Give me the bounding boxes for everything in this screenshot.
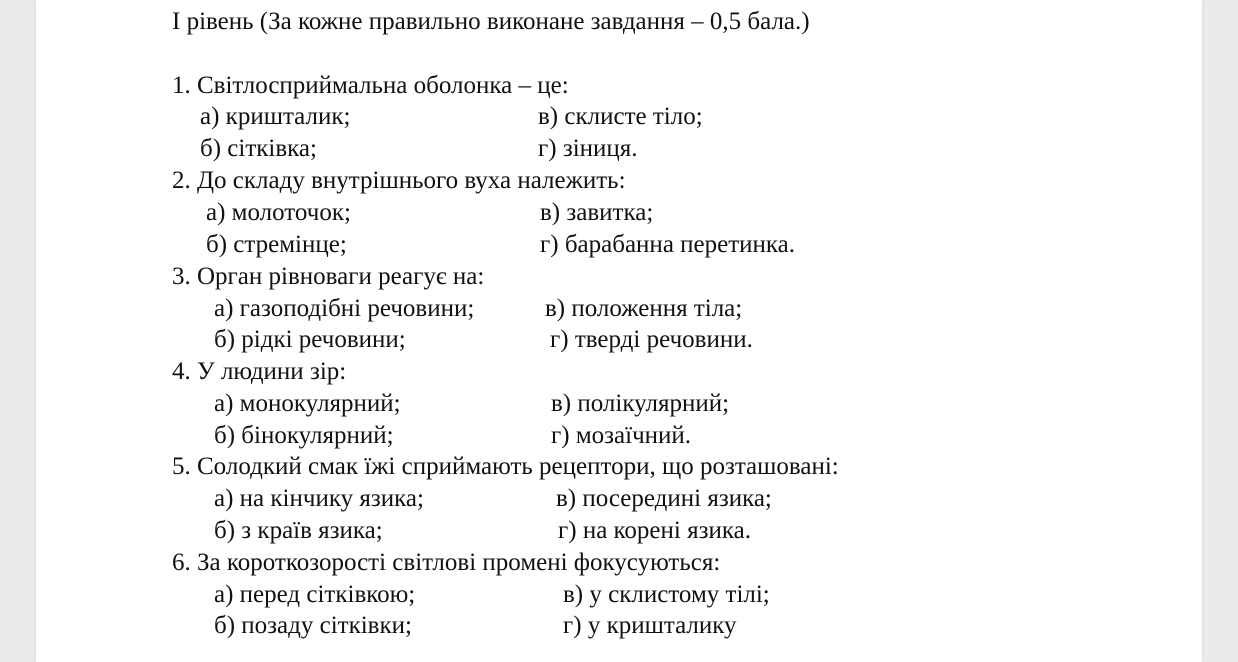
question-5-option-v: в) посередині язика; [556, 485, 772, 512]
question-6-option-v: в) у склистому тілі; [563, 581, 770, 608]
question-3-option-g: г) тверді речовини. [550, 326, 753, 353]
question-6-option-g: г) у кришталику [563, 612, 737, 639]
question-2-option-v: в) завитка; [540, 199, 654, 226]
question-1-option-a: а) кришталик; [200, 103, 351, 130]
question-5-option-b: б) з країв язика; [214, 517, 383, 544]
question-4-option-g: г) мозаїчний. [551, 422, 692, 449]
question-6-option-b: б) позаду сітківки; [214, 612, 412, 639]
question-3-option-b: б) рідкі речовини; [214, 326, 406, 353]
question-1-option-g: г) зіниця. [538, 135, 638, 162]
question-1-prompt: 1. Світлосприймальна оболонка – це: [172, 72, 569, 99]
question-5-option-a: а) на кінчику язика; [214, 485, 424, 512]
question-4-option-v: в) полікулярний; [551, 390, 730, 417]
question-2-option-g: г) барабанна перетинка. [540, 231, 796, 258]
question-4-option-a: а) монокулярний; [214, 390, 401, 417]
question-6-prompt: 6. За короткозорості світлові промені фокусуються: [172, 549, 721, 576]
question-3-option-a: а) газоподібні речовини; [214, 295, 475, 322]
question-1-option-v: в) склисте тіло; [538, 103, 703, 130]
question-3-option-v: в) положення тіла; [545, 295, 743, 322]
question-2-prompt: 2. До складу внутрішнього вуха належить: [172, 167, 626, 194]
question-2-option-b: б) стремінце; [206, 231, 347, 258]
question-6-option-a: а) перед сітківкою; [214, 581, 416, 608]
question-1-option-b: б) сітківка; [200, 135, 317, 162]
question-5-option-g: г) на корені язика. [558, 517, 751, 544]
question-5-prompt: 5. Солодкий смак їжі сприймають рецептори, що розташовані: [172, 453, 839, 480]
question-4-prompt: 4. У людини зір: [172, 358, 347, 385]
question-3-prompt: 3. Орган рівноваги реагує на: [172, 263, 485, 290]
question-4-option-b: б) бінокулярний; [214, 422, 394, 449]
question-2-option-a: а) молоточок; [206, 199, 351, 226]
level-heading: І рівень (За кожне правильно виконане завдання – 0,5 бала.) [172, 8, 810, 35]
